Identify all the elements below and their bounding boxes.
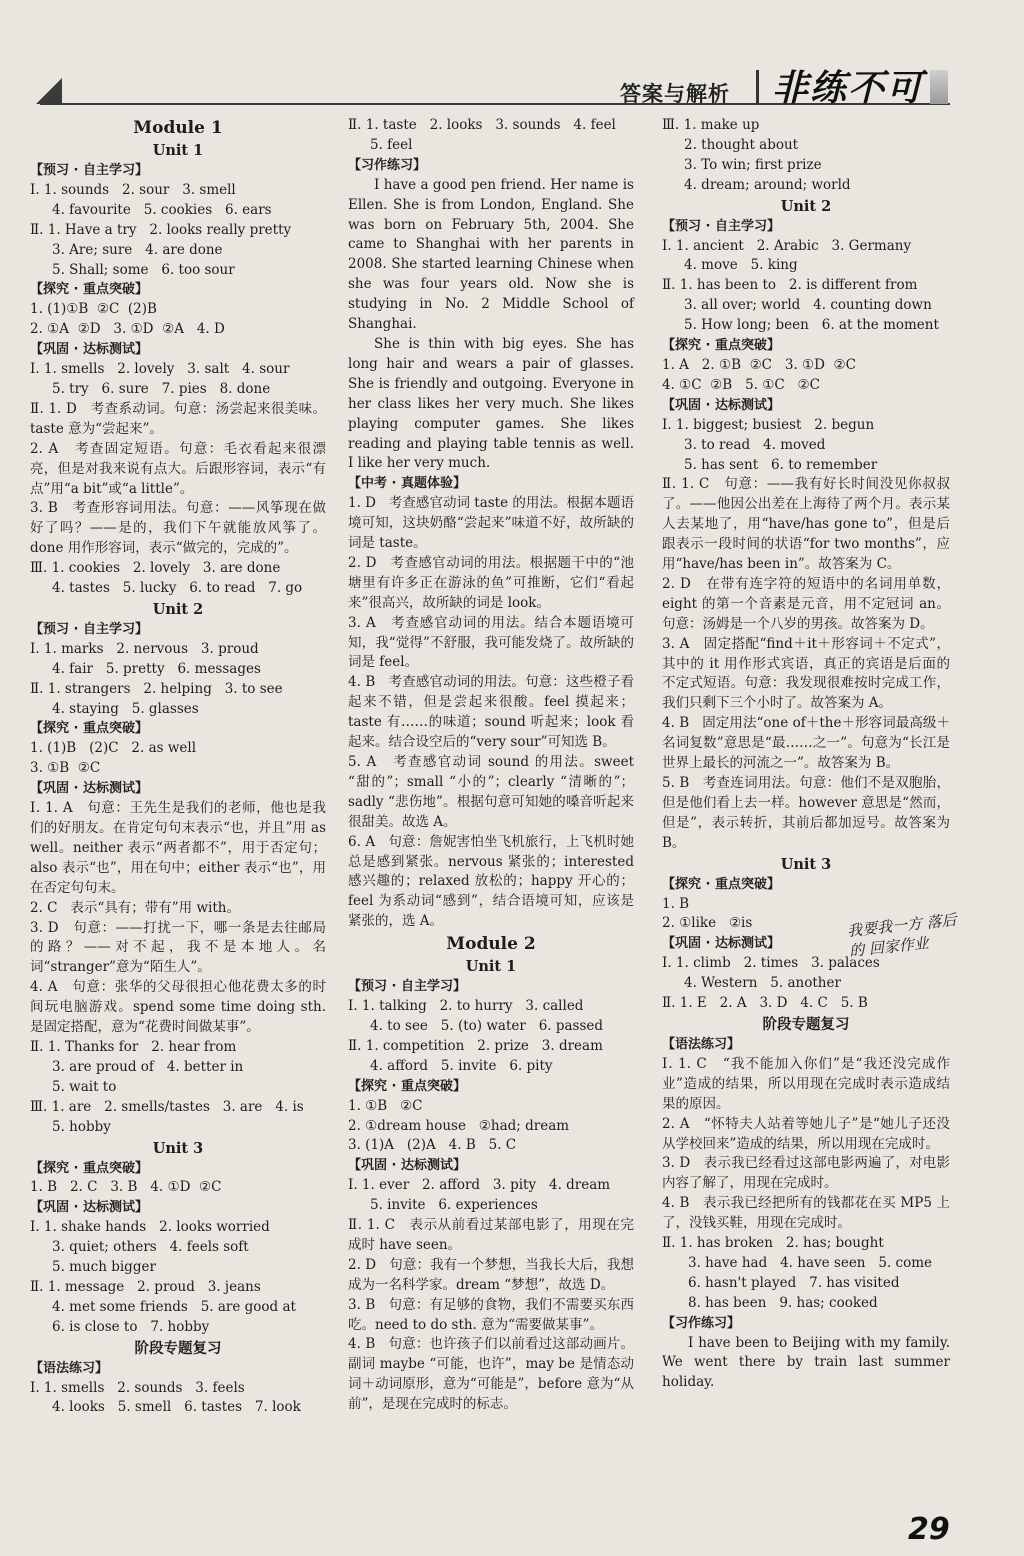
answer-line: Ⅱ. 1. strangers 2. helping 3. to see <box>30 680 283 697</box>
answer-line-indented: 4. afford 5. invite 6. pity <box>370 1057 553 1074</box>
explanation-paragraph: 6. A 句意：詹妮害怕坐飞机旅行，上飞机时她总是感到紧张。nervous 紧张的；interested 感兴趣的；relaxed 放松的；happy 开心的；feel 为系动词“感到”，结合语境可知，应该是紧张的，选 A。 <box>348 833 639 930</box>
answer-line: Ⅰ. 1. marks 2. nervous 3. proud <box>30 640 259 657</box>
answer-line: Ⅱ. 1. Have a try 2. looks really pretty <box>30 221 292 238</box>
exercise-section-label: 【语法练习】 <box>662 1036 741 1052</box>
essay-paragraph: She is thin with big eyes. She has long hair and wears a pair of glasses. She is friendly and outgoing. Everyone in her class likes her very much. She likes playing computer games. She likes reading and playing table tennis as well. I like her very much. <box>348 335 639 472</box>
exercise-section-label: 【探究 · 重点突破】 <box>30 721 148 737</box>
answer-line: 1. (1)①B ②C (2)B <box>30 301 157 318</box>
explanation-paragraph: 3. D 句意：——打扰一下，哪一条是去往邮局的路？——对不起，我不是本地人。名词“stranger”意为“陌生人”。 <box>30 919 326 976</box>
answer-line-indented: 4. met some friends 5. are good at <box>52 1298 296 1315</box>
explanation-paragraph: 4. B 固定用法“one of＋the＋形容词最高级＋名词复数”意思是“最……之一”。句意为“长江是世界上最长的河流之一”。故答案为 B。 <box>662 715 950 772</box>
explanation-paragraph: 2. A 考查固定短语。句意：毛衣看起来很漂亮，但是对我来说有点大。后跟形容词，表示“有点”用“a bit”或“a little”。 <box>30 440 326 497</box>
explanation-paragraph: 4. B 考查感官动词的用法。句意：这些橙子看起来不错，但是尝起来很酸。feel 摸起来；taste 有……的味道；sound 听起来；look 看起来。结合设空后的“very sour”可知选 B。 <box>348 674 634 751</box>
exercise-section-label: 【预习 · 自主学习】 <box>348 979 466 995</box>
answer-line-indented: 2. thought about <box>684 136 799 153</box>
exercise-section-label: 【习作练习】 <box>662 1315 741 1331</box>
answer-line: Ⅰ. 1. shake hands 2. looks worried <box>30 1219 270 1236</box>
unit-heading: 阶段专题复习 <box>134 1339 222 1357</box>
answer-line-indented: 4. looks 5. smell 6. tastes 7. look <box>52 1399 301 1416</box>
answer-line: Ⅱ. 1. has been to 2. is different from <box>662 277 918 294</box>
explanation-paragraph: 2. C 表示“具有；带有”用 with。 <box>30 899 240 916</box>
exercise-section-label: 【预习 · 自主学习】 <box>662 218 780 234</box>
answer-line-indented: 5. much bigger <box>52 1259 156 1276</box>
answer-line: 1. ①B ②C <box>348 1097 423 1114</box>
explanation-paragraph: 2. D 句意：我有一个梦想，当我长大后，我想成为一名科学家。dream “梦想”，故选 D。 <box>348 1256 634 1293</box>
unit-heading: Unit 1 <box>152 142 204 159</box>
answer-line: Ⅰ. 1. climb 2. times 3. palaces <box>662 955 880 972</box>
answer-line: Ⅰ. 1. smells 2. sounds 3. feels <box>30 1379 245 1396</box>
exercise-section-label: 【探究 · 重点突破】 <box>662 338 780 354</box>
essay-paragraph: I have a good pen friend. Her name is Ellen. She is from London, England. She was born on February 5th, 2004. She came to Shanghai with her parents in 2008. She started learning Chinese when she was four years old. Now she is studying in No. 2 Middle School of Shanghai. <box>348 176 639 333</box>
answer-line-indented: 6. hasn't played 7. has visited <box>688 1274 900 1291</box>
answer-line-indented: 4. to see 5. (to) water 6. passed <box>370 1017 604 1034</box>
answer-line: Ⅰ. 1. biggest; busiest 2. begun <box>662 416 875 433</box>
explanation-paragraph: Ⅰ. 1. C “我不能加入你们”是“我还没完成作业”造成的结果，所以用现在完成时表示造成结果的原因。 <box>662 1055 950 1112</box>
page-number: 29 <box>908 1512 950 1547</box>
brand-logo: 非练不可 <box>772 67 925 109</box>
unit-heading: 阶段专题复习 <box>762 1015 850 1033</box>
exercise-section-label: 【巩固 · 达标测试】 <box>30 1200 148 1216</box>
answer-line-indented: 3. all over; world 4. counting down <box>684 297 932 314</box>
module-heading: Module 2 <box>446 934 536 955</box>
answer-line-indented: 8. has been 9. has; cooked <box>688 1294 878 1311</box>
explanation-paragraph: 2. D 在带有连字符的短语中的名词用单数，eight 的第一个音素是元音，用不定冠词 an。句意：汤姆是一个八岁的男孩。故答案为 D。 <box>662 575 950 632</box>
answer-line: Ⅱ. 1. competition 2. prize 3. dream <box>348 1037 603 1054</box>
header-triangle-decoration <box>36 78 62 104</box>
answer-line: Ⅱ. 1. taste 2. looks 3. sounds 4. feel <box>348 117 616 133</box>
answer-line-indented: 3. Are; sure 4. are done <box>52 241 223 258</box>
answer-line: Ⅰ. 1. sounds 2. sour 3. smell <box>30 181 236 198</box>
answer-line: 1. A 2. ①B ②C 3. ①D ②C <box>662 356 856 373</box>
answer-line-indented: 5. Shall; some 6. too sour <box>52 261 235 278</box>
explanation-paragraph: 5. A 考查感官动词 sound 的用法。sweet “甜的”；small “小的”；clearly “清晰的”；sadly “悲伤地”。根据句意可知她的嗓音听起来很甜美。故选 A。 <box>348 754 639 830</box>
module-heading: Module 1 <box>133 118 223 138</box>
exercise-section-label: 【巩固 · 达标测试】 <box>662 397 780 413</box>
exercise-section-label: 【巩固 · 达标测试】 <box>348 1158 466 1174</box>
unit-heading: Unit 3 <box>152 1139 204 1157</box>
answer-line: 2. ①like ②is <box>662 915 753 932</box>
unit-heading: Unit 2 <box>780 197 832 215</box>
exercise-section-label: 【巩固 · 达标测试】 <box>30 781 148 797</box>
answer-line: Ⅱ. 1. message 2. proud 3. jeans <box>30 1278 261 1295</box>
answer-line-indented: 5. try 6. sure 7. pies 8. done <box>52 380 271 397</box>
exercise-section-label: 【预习 · 自主学习】 <box>30 163 148 178</box>
answer-line-indented: 3. are proud of 4. better in <box>52 1058 244 1075</box>
answer-line: Ⅰ. 1. smells 2. lovely 3. salt 4. sour <box>30 361 290 378</box>
unit-heading: Unit 2 <box>152 600 204 618</box>
exercise-section-label: 【习作练习】 <box>348 157 427 173</box>
answer-line: Ⅲ. 1. are 2. smells/tastes 3. are 4. is <box>30 1098 304 1115</box>
answer-line-indented: 5. How long; been 6. at the moment <box>684 317 939 334</box>
answer-line-indented: 5. hobby <box>52 1118 111 1135</box>
answer-line: Ⅰ. 1. ever 2. afford 3. pity 4. dream <box>348 1177 611 1194</box>
answer-line: 1. B 2. C 3. B 4. ①D ②C <box>30 1179 222 1196</box>
explanation-paragraph: 3. A 固定搭配“find＋it＋形容词＋不定式”，其中的 it 用作形式宾语，真正的宾语是后面的不定式短语。句意：我发现很难按时完成工作，我们只剩下三个小时了。故答案为 A。 <box>662 635 950 712</box>
answer-line: 1. B <box>662 895 690 912</box>
answer-line-indented: 5. has sent 6. to remember <box>684 456 878 473</box>
answer-line: Ⅰ. 1. talking 2. to hurry 3. called <box>348 998 584 1015</box>
exercise-section-label: 【探究 · 重点突破】 <box>30 282 148 298</box>
answer-line-indented: 6. is close to 7. hobby <box>52 1318 210 1335</box>
answer-line: Ⅰ. 1. ancient 2. Arabic 3. Germany <box>662 237 912 254</box>
answer-line-indented: 4. favourite 5. cookies 6. ears <box>52 201 272 218</box>
answer-line-indented: 4. move 5. king <box>684 257 798 274</box>
exercise-section-label: 【探究 · 重点突破】 <box>662 876 780 892</box>
exercise-section-label: 【巩固 · 达标测试】 <box>662 936 780 952</box>
answer-line-indented: 5. feel <box>370 136 413 153</box>
explanation-paragraph: 1. D 考查感官动词 taste 的用法。根据本题语境可知，这块奶酪“尝起来”味道不好，故所缺的词是 taste。 <box>348 495 634 552</box>
answer-line-indented: 3. have had 4. have seen 5. come <box>688 1254 933 1271</box>
explanation-paragraph: Ⅰ. 1. A 句意：王先生是我们的老师，他也是我们的好朋友。在肯定句句末表示“也，并且”用 as well。neither 表示“两者都不”，用于否定句；also 表示“也”，用在句中；either 表示“也”，用在否定句句末。 <box>30 800 331 896</box>
explanation-paragraph: 5. B 考查连词用法。句意：他们不是双胞胎，但是他们看上去一样。however 意思是“然而，但是”，表示转折，其前后都加逗号。故答案为 B。 <box>662 775 955 851</box>
explanation-paragraph: 4. A 句意：张华的父母很担心他花费太多的时间玩电脑游戏。spend some time doing sth. 是固定搭配，意为“花费时间做某事”。 <box>30 979 331 1036</box>
exercise-section-label: 【语法练习】 <box>30 1360 109 1376</box>
answer-line: 3. ①B ②C <box>30 760 101 777</box>
answer-line: Ⅲ. 1. make up <box>662 117 760 133</box>
explanation-paragraph: 3. B 句意：有足够的食物，我们不需要买东西吃。need to do sth. 意为“需要做某事”。 <box>348 1296 634 1333</box>
answer-line: 3. (1)A (2)A 4. B 5. C <box>348 1137 517 1154</box>
explanation-paragraph: Ⅱ. 1. C 句意：——我有好长时间没见你叔叔了。——他因公出差在上海待了两个月。表示某人去某地了，用“have/has gone to”，但是后跟表示一段时间的状语“for two months”，应用“have/has been in”。故答案为 C。 <box>662 476 950 573</box>
exercise-section-label: 【巩固 · 达标测试】 <box>30 342 148 358</box>
answer-line: 2. ①dream house ②had; dream <box>348 1117 570 1134</box>
answer-line: Ⅱ. 1. E 2. A 3. D 4. C 5. B <box>662 995 868 1012</box>
explanation-paragraph: Ⅱ. 1. D 考查系动词。句意：汤尝起来很美味。taste 意为“尝起来”。 <box>30 400 326 437</box>
answer-column-2 <box>348 116 639 1415</box>
explanation-paragraph: Ⅱ. 1. C 表示从前看过某部电影了，用现在完成时 have seen。 <box>348 1217 634 1253</box>
section-title: 答案与解析 <box>620 82 730 106</box>
handwritten-note: 我要我一方 落后的 回家作业 <box>846 910 958 961</box>
page-header <box>0 0 1024 112</box>
answer-line-indented: 3. quiet; others 4. feels soft <box>52 1239 249 1256</box>
exercise-section-label: 【中考 · 真题体验】 <box>348 476 466 492</box>
explanation-paragraph: 3. B 考查形容词用法。句意：——风筝现在做好了吗？——是的，我们下午就能放风筝了。done 用作形容词，表示“做完的，完成的”。 <box>30 500 326 557</box>
exercise-section-label: 【探究 · 重点突破】 <box>30 1160 148 1176</box>
answer-line: 4. ①C ②B 5. ①C ②C <box>662 376 820 393</box>
answer-line-indented: 4. dream; around; world <box>684 176 851 193</box>
header-bar-decoration <box>930 70 948 104</box>
explanation-paragraph: 2. A “怀特夫人站着等她儿子”是“她儿子还没从学校回来”造成的结果，所以用现在完成时。 <box>662 1115 950 1152</box>
answer-line-indented: 4. Western 5. another <box>684 975 841 992</box>
unit-heading: Unit 1 <box>465 958 517 976</box>
answer-line-indented: 4. staying 5. glasses <box>52 700 199 717</box>
explanation-paragraph: 4. B 表示我已经把所有的钱都花在买 MP5 上了，没钱买鞋，用现在完成时。 <box>662 1195 950 1232</box>
answer-line-indented: 5. wait to <box>52 1078 117 1095</box>
answer-line-indented: 4. tastes 5. lucky 6. to read 7. go <box>52 580 303 597</box>
answer-line-indented: 4. fair 5. pretty 6. messages <box>52 660 261 677</box>
answer-line: Ⅱ. 1. Thanks for 2. hear from <box>30 1038 237 1055</box>
answer-line: Ⅱ. 1. has broken 2. has; bought <box>662 1235 884 1252</box>
unit-heading: Unit 3 <box>780 855 832 873</box>
header-separator <box>756 70 759 104</box>
answer-line-indented: 5. invite 6. experiences <box>370 1197 538 1214</box>
explanation-paragraph: 3. A 考查感官动词的用法。结合本题语境可知，我“觉得”不舒服，我可能发烧了。故所缺的词是 feel。 <box>348 614 634 671</box>
explanation-paragraph: 4. B 句意：也许孩子们以前看过这部动画片。副词 maybe “可能，也许”，may be 是情态动词＋动词原形，意为“可能是”，before 意为“从前”，是现在完成时的标志。 <box>348 1336 634 1413</box>
answer-column-3 <box>662 116 955 1393</box>
exercise-section-label: 【探究 · 重点突破】 <box>348 1078 466 1094</box>
answer-line-indented: 3. To win; first prize <box>684 156 822 173</box>
answer-line: Ⅲ. 1. cookies 2. lovely 3. are done <box>30 560 281 577</box>
essay-paragraph: I have been to Beijing with my family. We went there by train last summer holiday. <box>662 1334 955 1391</box>
answer-line-indented: 3. to read 4. moved <box>684 436 826 453</box>
explanation-paragraph: 2. D 考查感官动词的用法。根据题干中的“池塘里有许多正在游泳的鱼”可推断，它们“看起来”很高兴，故所缺的词是 look。 <box>348 554 634 611</box>
exercise-section-label: 【预习 · 自主学习】 <box>30 621 148 637</box>
explanation-paragraph: 3. D 表示我已经看过这部电影两遍了，对电影内容了解了，用现在完成时。 <box>662 1155 950 1192</box>
answer-column-1 <box>30 116 331 1418</box>
answer-line: 1. (1)B (2)C 2. as well <box>30 740 197 757</box>
answer-line: 2. ①A ②D 3. ①D ②A 4. D <box>30 321 225 338</box>
